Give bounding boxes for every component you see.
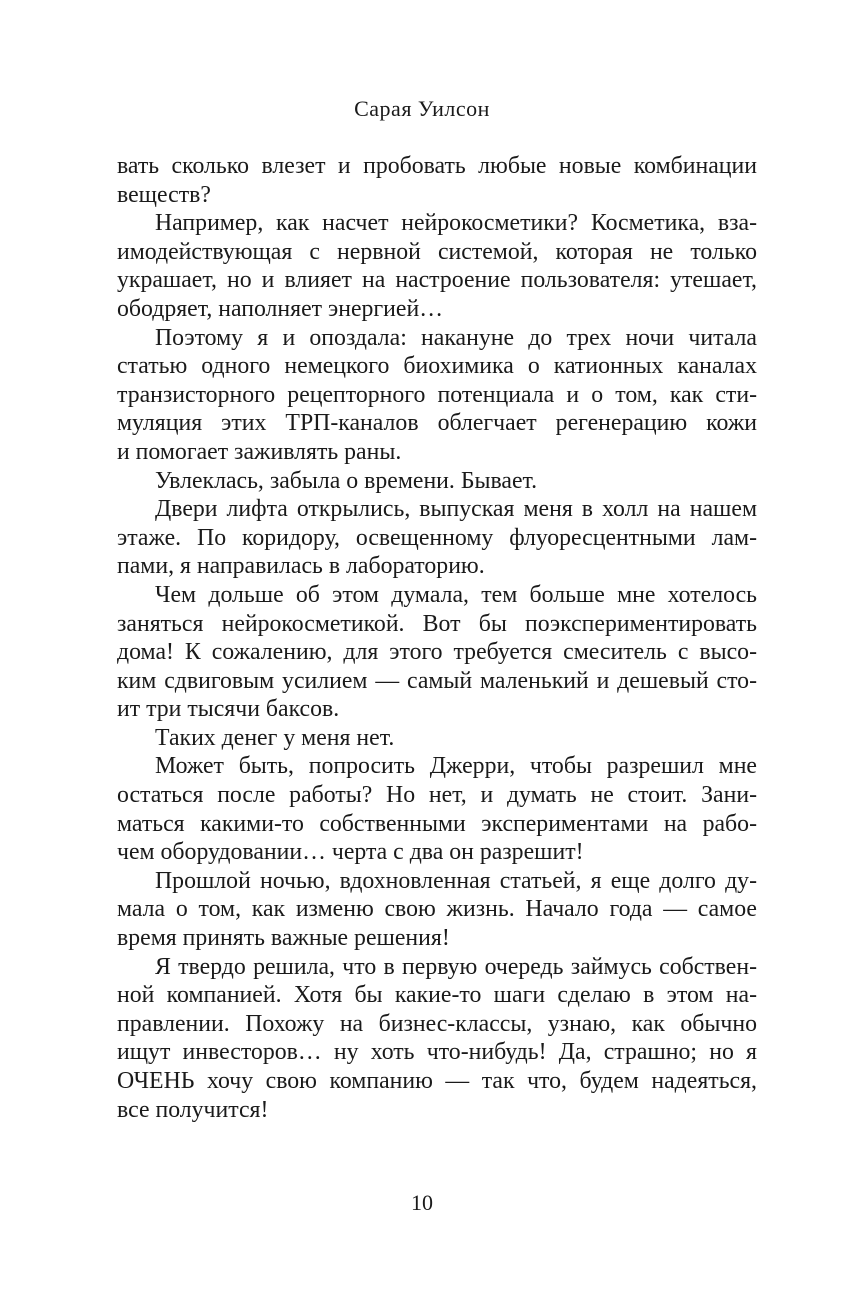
text-line: ободряет, наполняет энергией… bbox=[117, 295, 444, 322]
text-line: правлении. Похожу на бизнес-классы, узнаю, как обычно bbox=[117, 1010, 757, 1037]
text-line: ким сдвиговым усилием — самый маленький и дешевый сто- bbox=[117, 667, 757, 694]
text-line: мала о том, как изменю свою жизнь. Начало года — самое bbox=[117, 896, 757, 923]
text-line: все получится! bbox=[117, 1096, 269, 1123]
text-line: Увлеклась, забыла о времени. Бывает. bbox=[155, 467, 538, 494]
text-line: Поэтому я и опоздала: накануне до трех ночи читала bbox=[155, 324, 757, 351]
text-line: ит три тысячи баксов. bbox=[117, 696, 340, 723]
text-line: статью одного немецкого биохимика о катионных каналах bbox=[117, 353, 757, 380]
text-line: Таких денег у меня нет. bbox=[155, 724, 395, 751]
text-line: Двери лифта открылись, выпуская меня в холл на нашем bbox=[155, 496, 757, 523]
text-line: Может быть, попросить Джерри, чтобы разрешил мне bbox=[155, 753, 757, 780]
text-line: остаться после работы? Но нет, и думать не стоит. Зани- bbox=[117, 782, 757, 809]
text-line: и помогает заживлять раны. bbox=[117, 438, 402, 465]
text-line: украшает, но и влияет на настроение пользователя: утешает, bbox=[117, 267, 757, 294]
text-line: заняться нейрокосметикой. Вот бы поэкспериментировать bbox=[117, 610, 757, 637]
text-line: вать сколько влезет и пробовать любые новые комбинации bbox=[117, 153, 757, 179]
text-line: время принять важные решения! bbox=[117, 925, 450, 952]
running-title: Сарая Уилсон bbox=[354, 96, 490, 121]
text-line: чем оборудовании… черта с два он разрешит! bbox=[117, 839, 584, 866]
text-line: пами, я направилась в лабораторию. bbox=[117, 553, 485, 580]
text-line: маться какими-то собственными экспериментами на рабо- bbox=[117, 810, 757, 837]
text-line: Прошлой ночью, вдохновленная статьей, я еще долго ду- bbox=[155, 867, 757, 894]
text-line: веществ? bbox=[117, 181, 211, 208]
text-line: ищут инвесторов… ну хоть что-нибудь! Да, страшно; но я bbox=[117, 1039, 757, 1066]
text-line: Я твердо решила, что в первую очередь займусь собствен- bbox=[155, 953, 757, 980]
text-line: ОЧЕНЬ хочу свою компанию — так что, будем надеяться, bbox=[117, 1068, 757, 1094]
text-line: ной компанией. Хотя бы какие-то шаги сделаю в этом на- bbox=[117, 982, 757, 1009]
body-text bbox=[117, 152, 757, 1124]
text-line: Чем дольше об этом думала, тем больше мне хотелось bbox=[155, 581, 757, 608]
text-line: дома! К сожалению, для этого требуется смеситель с высо- bbox=[117, 639, 757, 666]
text-line: транзисторного рецепторного потенциала и о том, как сти- bbox=[117, 381, 757, 408]
text-line: Например, как насчет нейрокосметики? Косметика, вза- bbox=[155, 210, 757, 237]
page-number: 10 bbox=[411, 1190, 433, 1215]
text-line: имодействующая с нервной системой, которая не только bbox=[117, 238, 757, 265]
text-line: муляция этих ТРП-каналов облегчает регенерацию кожи bbox=[117, 410, 757, 437]
text-line: этаже. По коридору, освещенному флуоресцентными лам- bbox=[117, 524, 757, 551]
